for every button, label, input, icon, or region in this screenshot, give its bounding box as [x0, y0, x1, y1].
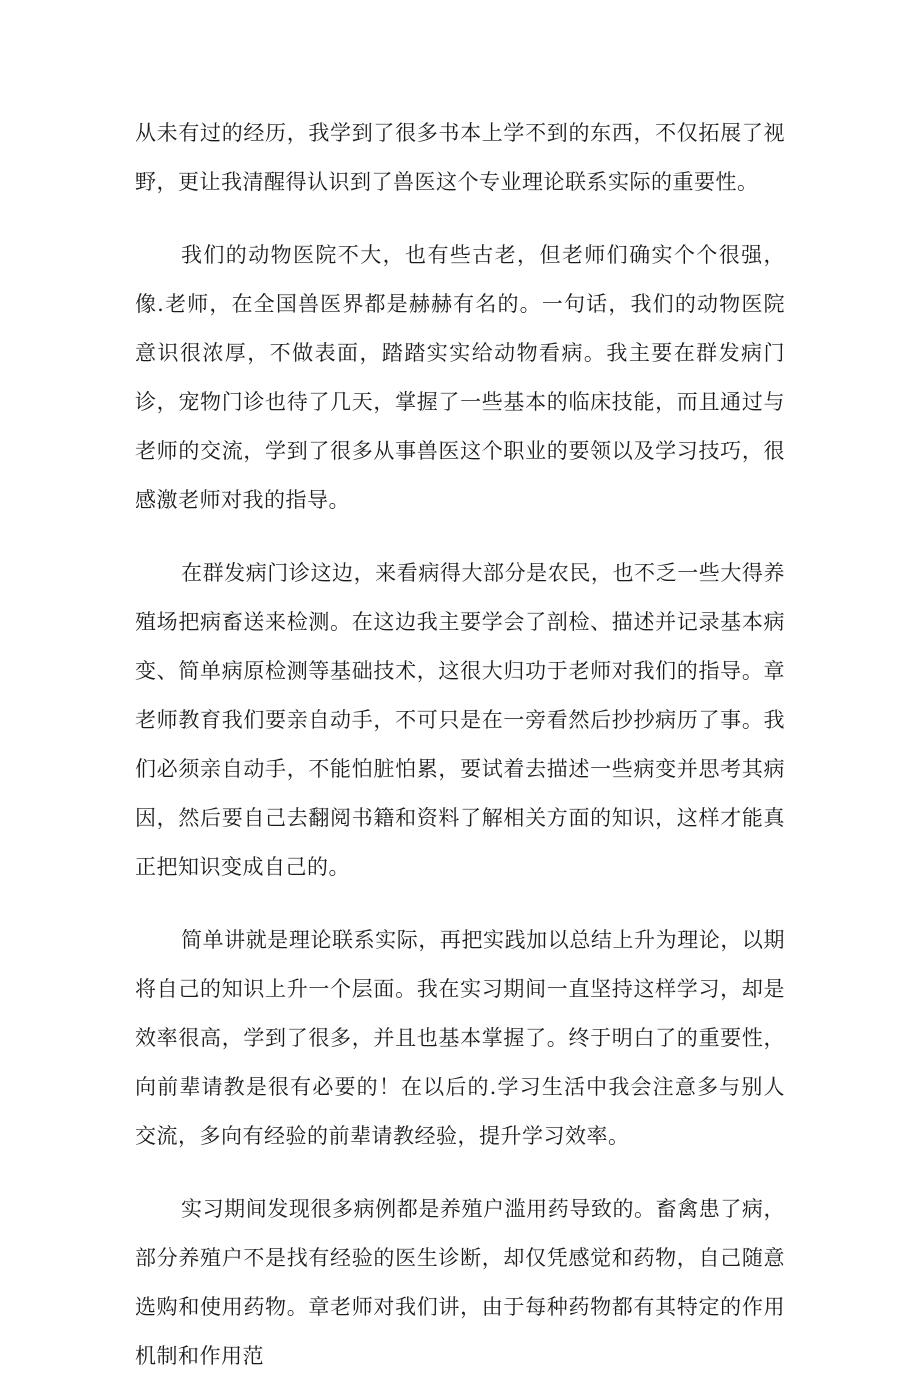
- document-body: [135, 109, 785, 1381]
- paragraph-1: 从未有过的经历，我学到了很多书本上学不到的东西，不仅拓展了视野，更让我清醒得认识到了兽医这个专业理论联系实际的重要性。: [135, 121, 785, 194]
- paragraph-5: 实习期间发现很多病例都是养殖户滥用药导致的。畜禽患了病，部分养殖户不是找有经验的医生诊断，却仅凭感觉和药物，自己随意选购和使用药物。章老师对我们讲，由于每种药物都有其特定的作用机制和作用范: [135, 1197, 785, 1368]
- paragraph-2: 我们的动物医院不大，也有些古老，但老师们确实个个很强，像.老师，在全国兽医界都是赫赫有名的。一句话，我们的动物医院意识很浓厚，不做表面，踏踏实实给动物看病。我主要在群发病门诊，宠物门诊也待了几天，掌握了一些基本的临床技能，而且通过与老师的交流，学到了很多从事兽医这个职业的要领以及学习技巧，很感激老师对我的指导。: [135, 243, 785, 512]
- paragraph-3: 在群发病门诊这边，来看病得大部分是农民，也不乏一些大得养殖场把病畜送来检测。在这边我主要学会了剖检、描述并记录基本病变、简单病原检测等基础技术，这很大归功于老师对我们的指导。章老师教育我们要亲自动手，不可只是在一旁看然后抄抄病历了事。我们必须亲自动手，不能怕脏怕累，要试着去描述一些病变并思考其病因，然后要自己去翻阅书籍和资料了解相关方面的知识，这样才能真正把知识变成自己的。: [135, 561, 785, 879]
- paragraph-4: 简单讲就是理论联系实际，再把实践加以总结上升为理论，以期将自己的知识上升一个层面。我在实习期间一直坚持这样学习，却是效率很高，学到了很多，并且也基本掌握了。终于明白了的重要性，向前辈请教是很有必要的！在以后的.学习生活中我会注意多与别人交流，多向有经验的前辈请教经验，提升学习效率。: [135, 928, 785, 1148]
